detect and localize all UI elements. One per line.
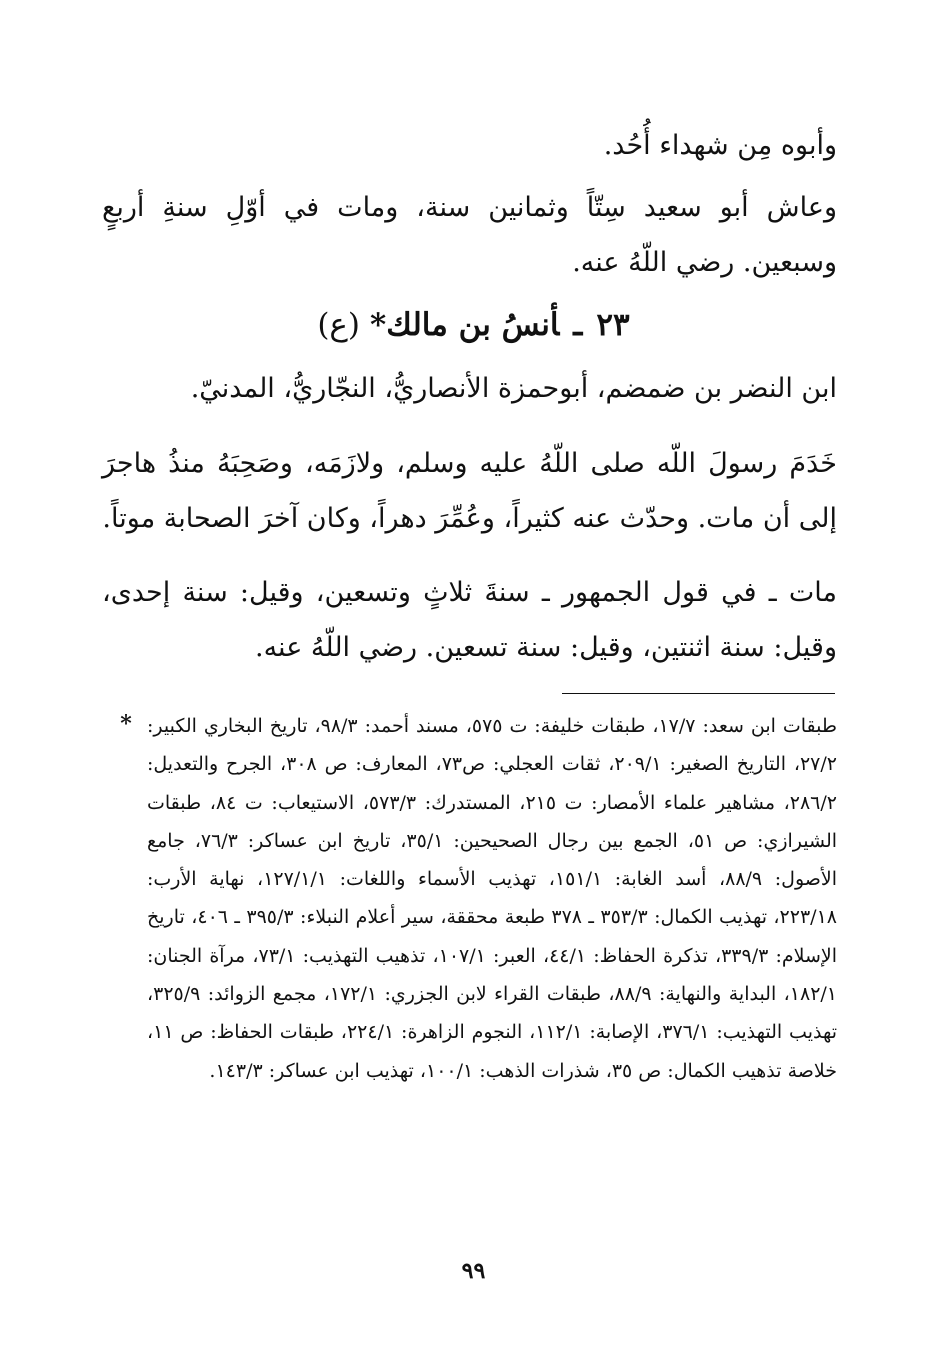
footnote-divider [562,693,835,694]
paragraph-abu-said-death: وعاش أبو سعيد سِتّاً وثمانين سنة، ومات في أوّلِ سنةِ أربعٍ وسبعين. رضي اللّهُ عنه. [102,192,837,278]
footnote-marker: * [120,711,132,737]
paragraph-service: خَدَمَ رسولَ اللّه صلى اللّهُ عليه وسلم، ولازَمَه، وصَحِبَهُ منذُ هاجرَ إلى أن مات. وحدّث عنه كثيراً، وعُمِّرَ دهراً، وكان آخرَ الصحابة موتاً. [102,448,837,534]
section-heading [0,300,947,350]
page-number: ٩٩ [461,1258,486,1284]
footnote-references: طبقات ابن سعد: ١٧/٧، طبقات خليفة: ت ٥٧٥، مسند أحمد: ٩٨/٣، تاريخ البخاري الكبير: ٢٧/٢، التاريخ الصغير: ٢٠٩/١، ثقات العجلي: ص٧٣، المعارف: ص ٣٠٨، الجرح والتعديل: ٢٨٦/٢، مشاهير علماء الأمصار: ت ٢١٥، المستدرك: ٥٧٣/٣، الاستيعاب: ت ٨٤، طبقات الشيرازي: ص ٥١، الجمع بين رجال الصحيحين: ٣٥/١، تاريخ ابن عساكر: ٧٦/٣، جامع الأصول: ٨٨/٩، أسد الغابة: ١٥١/١، تهذيب الأسماء واللغات: ١٢٧/١/١، نهاية الأرب: ٢٢٣/١٨، تهذيب الكمال: ٣٥٣/٣ ـ ٣٧٨ طبعة محققة، سير أعلام النبلاء: ٣٩٥/٣ ـ ٤٠٦، تاريخ الإسلام: ٣٣٩/٣، تذكرة الحفاظ: ٤٤/١، العبر: ١٠٧/١، تذهيب التهذيب: ٧٣/١، مرآة الجنان: ١٨٢/١، البداية والنهاية: ٨٨/٩، طبقات القراء لابن الجزري: ١٧٢/١، مجمع الزوائد: ٣٢٥/٩، تهذيب التهذيب: ٣٧٦/١، الإصابة: ١١٢/١، النجوم الزاهرة: ٢٢٤/١، طبقات الحفاظ: ص ١١، خلاصة تذهيب الكمال: ص ٣٥، شذرات الذهب: ١٠٠/١، تهذيب ابن عساكر: ١٤٣/٣. [147,715,838,1082]
paragraph-lineage: ابن النضر بن ضمضم، أبوحمزة الأنصاريُّ، النجّاريُّ، المدنيّ. [190,373,837,404]
paragraph-death: مات ـ في قول الجمهور ـ سنةَ ثلاثٍ وتسعين، وقيل: سنة إحدى، وقيل: سنة اثنتين، وقيل: سنة تسعين. رضي اللّهُ عنه. [102,577,837,663]
heading-dash: ـ [573,307,583,343]
heading-source-code: (ع) [317,307,361,343]
heading-number: ٢٣ [596,307,630,343]
heading-footnote-star: * [370,307,387,343]
paragraph-father-martyr: وأبوه مِن شهداء أُحُد. [603,130,837,161]
heading-name: أنسُ بن مالك [386,307,560,343]
